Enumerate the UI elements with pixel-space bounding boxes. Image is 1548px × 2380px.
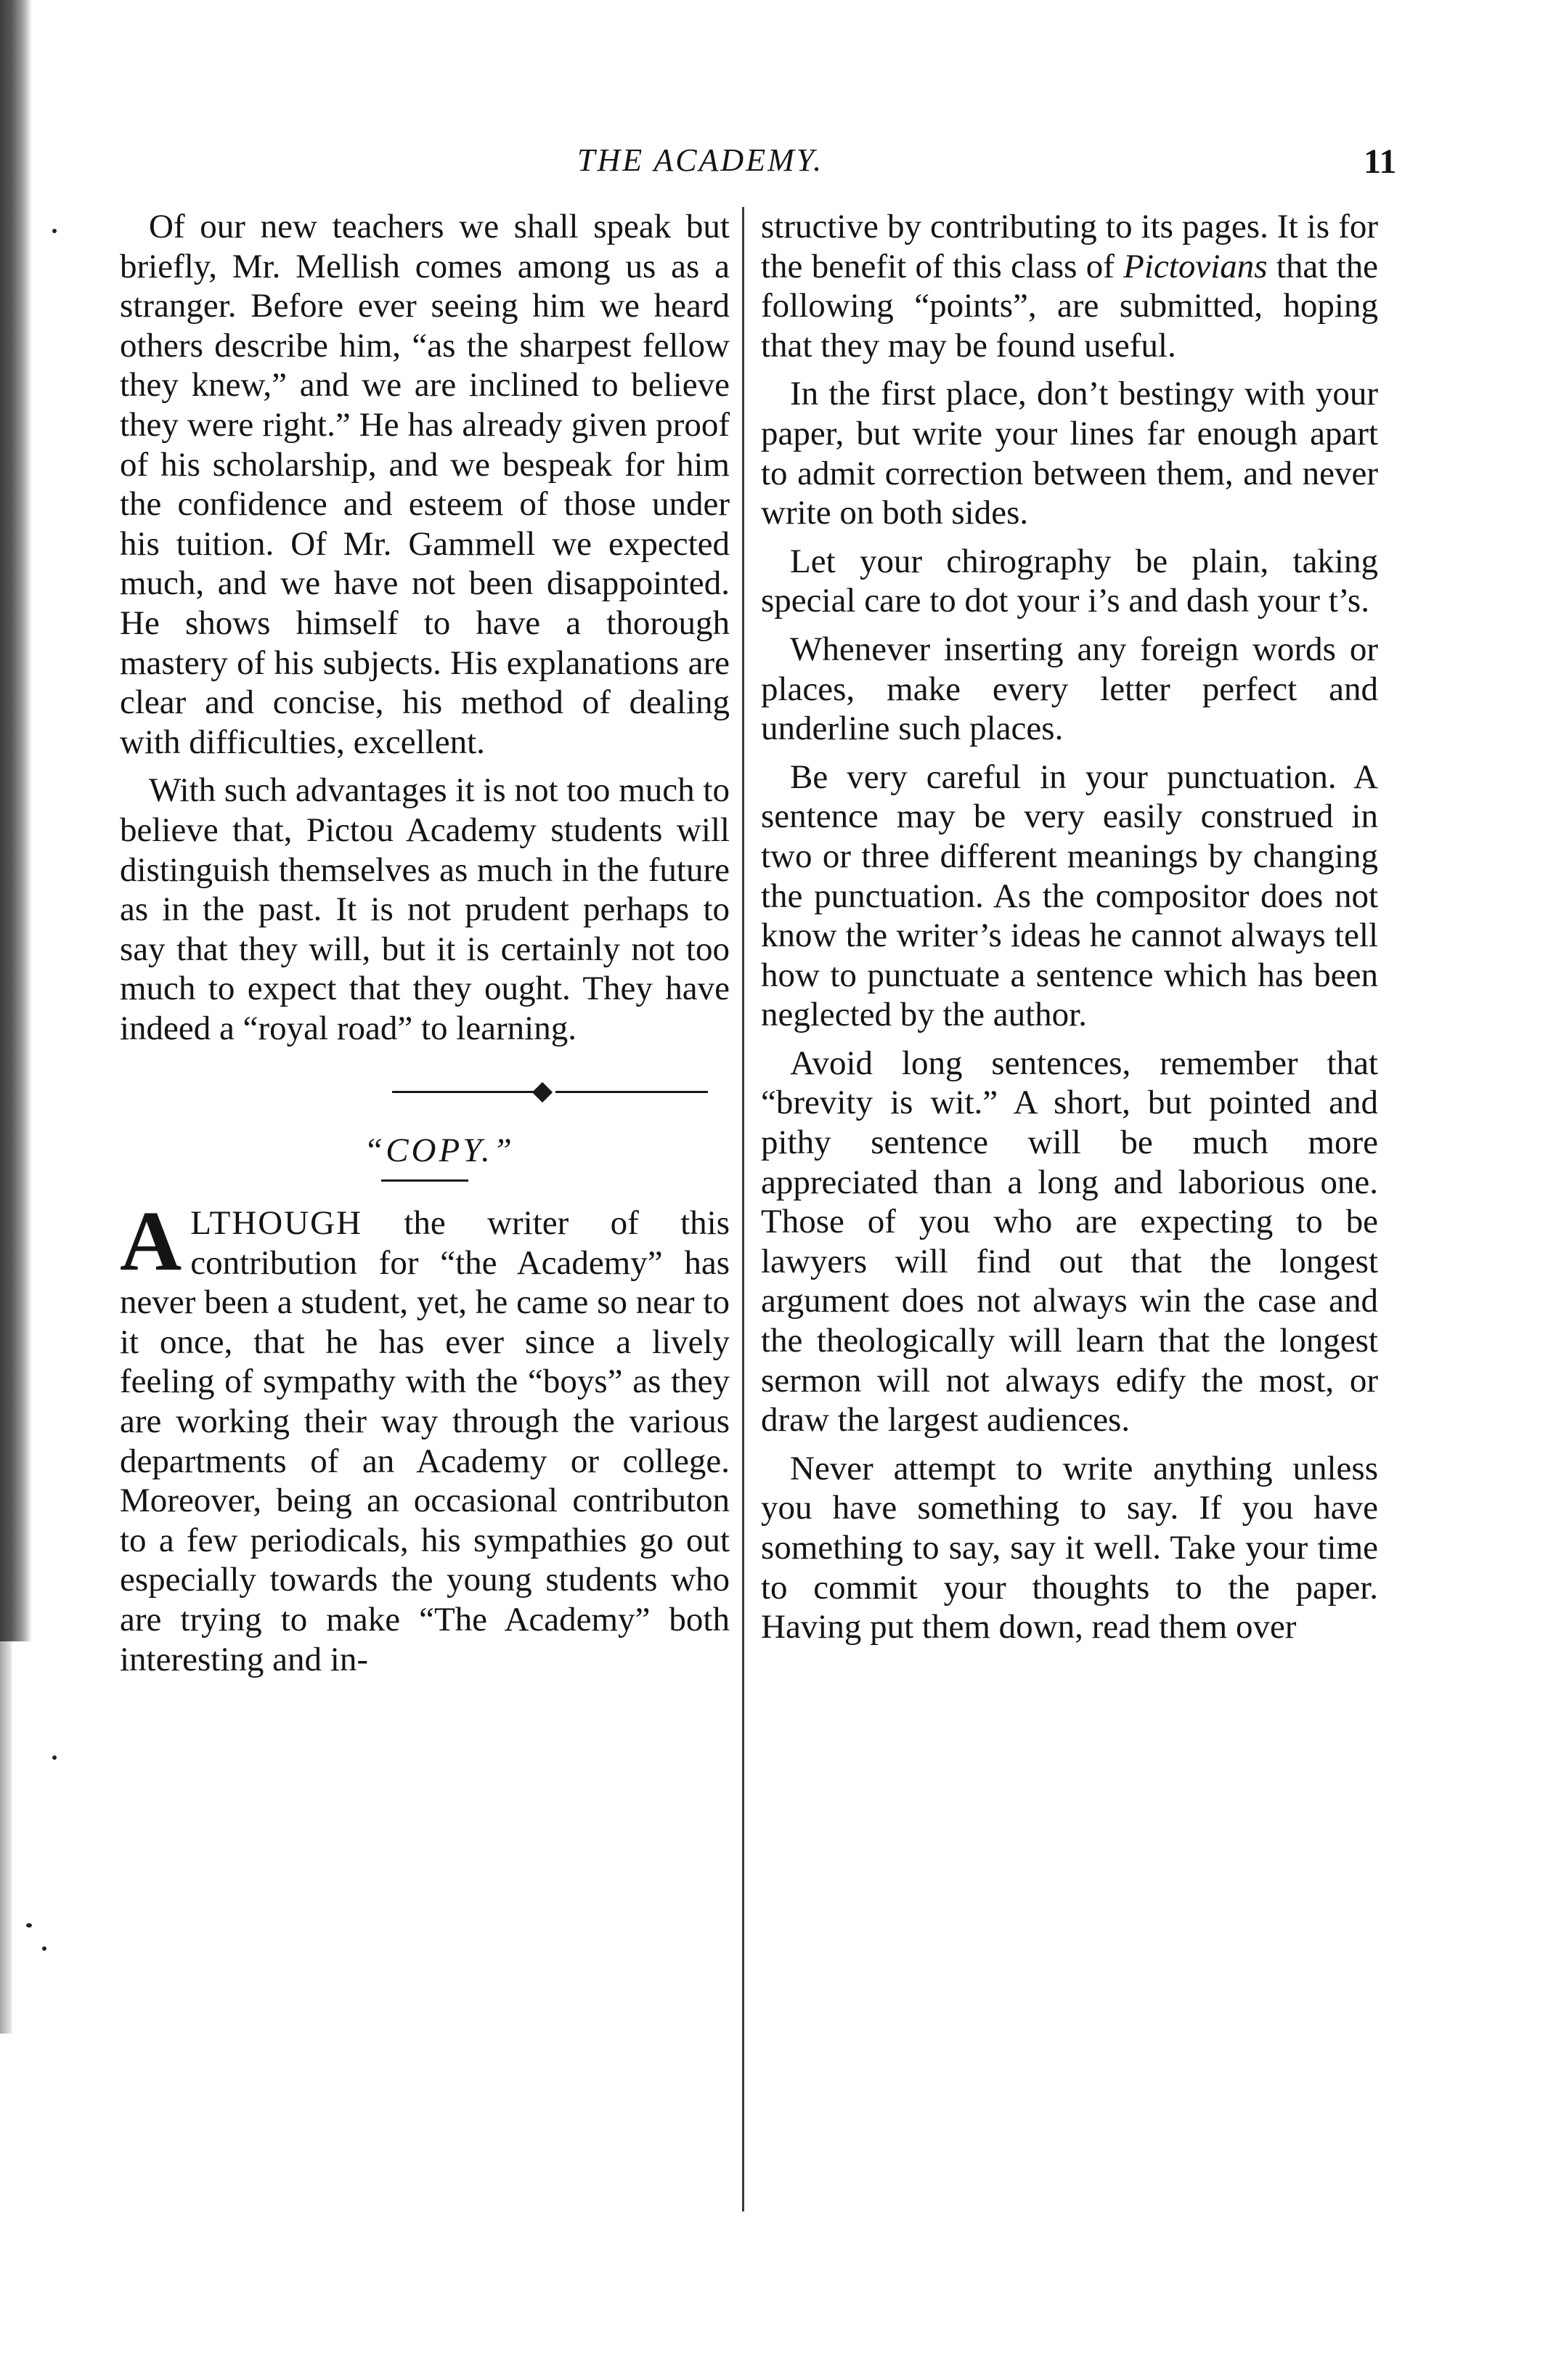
first-word: LTHOUGH [190, 1204, 363, 1243]
print-speck [52, 229, 57, 233]
paragraph-copy-intro-text: the writer of this contribution for “the Academy” has never been a student, yet, he came so near to it once, that he has ever since a lively feeling of sympathy with the “boys” as they are working their way through the various departments of an Academy or college. Moreover, being an occasional contributon to a few periodicals, his sympathies go out especially towards the young students who are trying to make “The Academy” both interesting and in- [120, 1204, 730, 1678]
paragraph-paper: In the first place, don’t bestingy with your paper, but write your lines far enough apart to admit correction between them, and never write on both sides. [761, 375, 1378, 532]
article-title: “COPY.” [364, 1132, 515, 1170]
page-number: 11 [1364, 142, 1397, 181]
paragraph-long-sentences: Avoid long sentences, remember that “brevity is wit.” A short, but pointed and pithy sentence will be much more appreciated than a long and laborious one. Those of you who are expecting to be lawyers will find out that the longest argument does not always win the case and the theologically will learn that the longest sermon will not always edify the most, or draw the largest audiences. [761, 1044, 1378, 1439]
paragraph-advantages: With such advantages it is not too much to believe that, Pictou Academy students will distinguish themselves as much in the future as in the past. It is not prudent perhaps to say that they will, but it is certainly not too much to expect that they ought. They have indeed a “royal road” to learning. [120, 771, 730, 1047]
binding-edge-shadow [0, 0, 32, 1641]
title-rule [381, 1179, 468, 1182]
paragraph-chirography: Let your chirography be plain, taking special care to dot your i’s and dash your t’s. [761, 542, 1378, 620]
paragraph-new-teachers: Of our new teachers we shall speak but briefly, Mr. Mellish comes among us as a stranger. Before ever seeing him we heard others describe him, “as the sharpest fellow they knew,” and we are inclined to believe they were right.” He has already given proof of his scholarship, and we bespeak for him the confidence and esteem of those under his tuition. Of Mr. Gammell we expected much, and we have not been disappointed. He shows himself to have a thorough mastery of his subjects. His explanations are clear and concise, his method of dealing with difficulties, excellent. [120, 208, 730, 761]
paragraph-copy-intro [120, 1193, 730, 1679]
column-divider [742, 207, 744, 2212]
paragraph-continued: structive by contributing to its pages. It is for the benefit of this class of Pictovians that the following “points”, are submitted, hoping that they may be found useful. [761, 208, 1378, 365]
italic-word-pictovians: Pictovians [1123, 247, 1268, 285]
binding-edge-shadow-lower [0, 1641, 13, 2034]
print-speck [26, 1923, 32, 1928]
section-ornament [120, 1077, 730, 1106]
dropcap-letter: A [120, 1193, 182, 1289]
left-column [120, 207, 730, 1688]
print-speck [52, 1755, 57, 1760]
paragraph-punctuation: Be very careful in your punctuation. A sentence may be very easily construed in two or three different meanings by changing the punctuation. As the compositor does not know the writer’s ideas he cannot always tell how to punctuate a sentence which has been neglected by the author. [761, 758, 1378, 1034]
print-speck [42, 1946, 46, 1951]
right-column [761, 207, 1378, 1656]
paragraph-never-attempt: Never attempt to write anything unless you have something to say. If you have something to say, say it well. Take your time to commit your thoughts to the paper. Having put them down, read them over [761, 1449, 1378, 1646]
paragraph-foreign-words: Whenever inserting any foreign words or places, make every letter perfect and underline such places. [761, 630, 1378, 748]
running-title: THE ACADEMY. [577, 142, 824, 178]
